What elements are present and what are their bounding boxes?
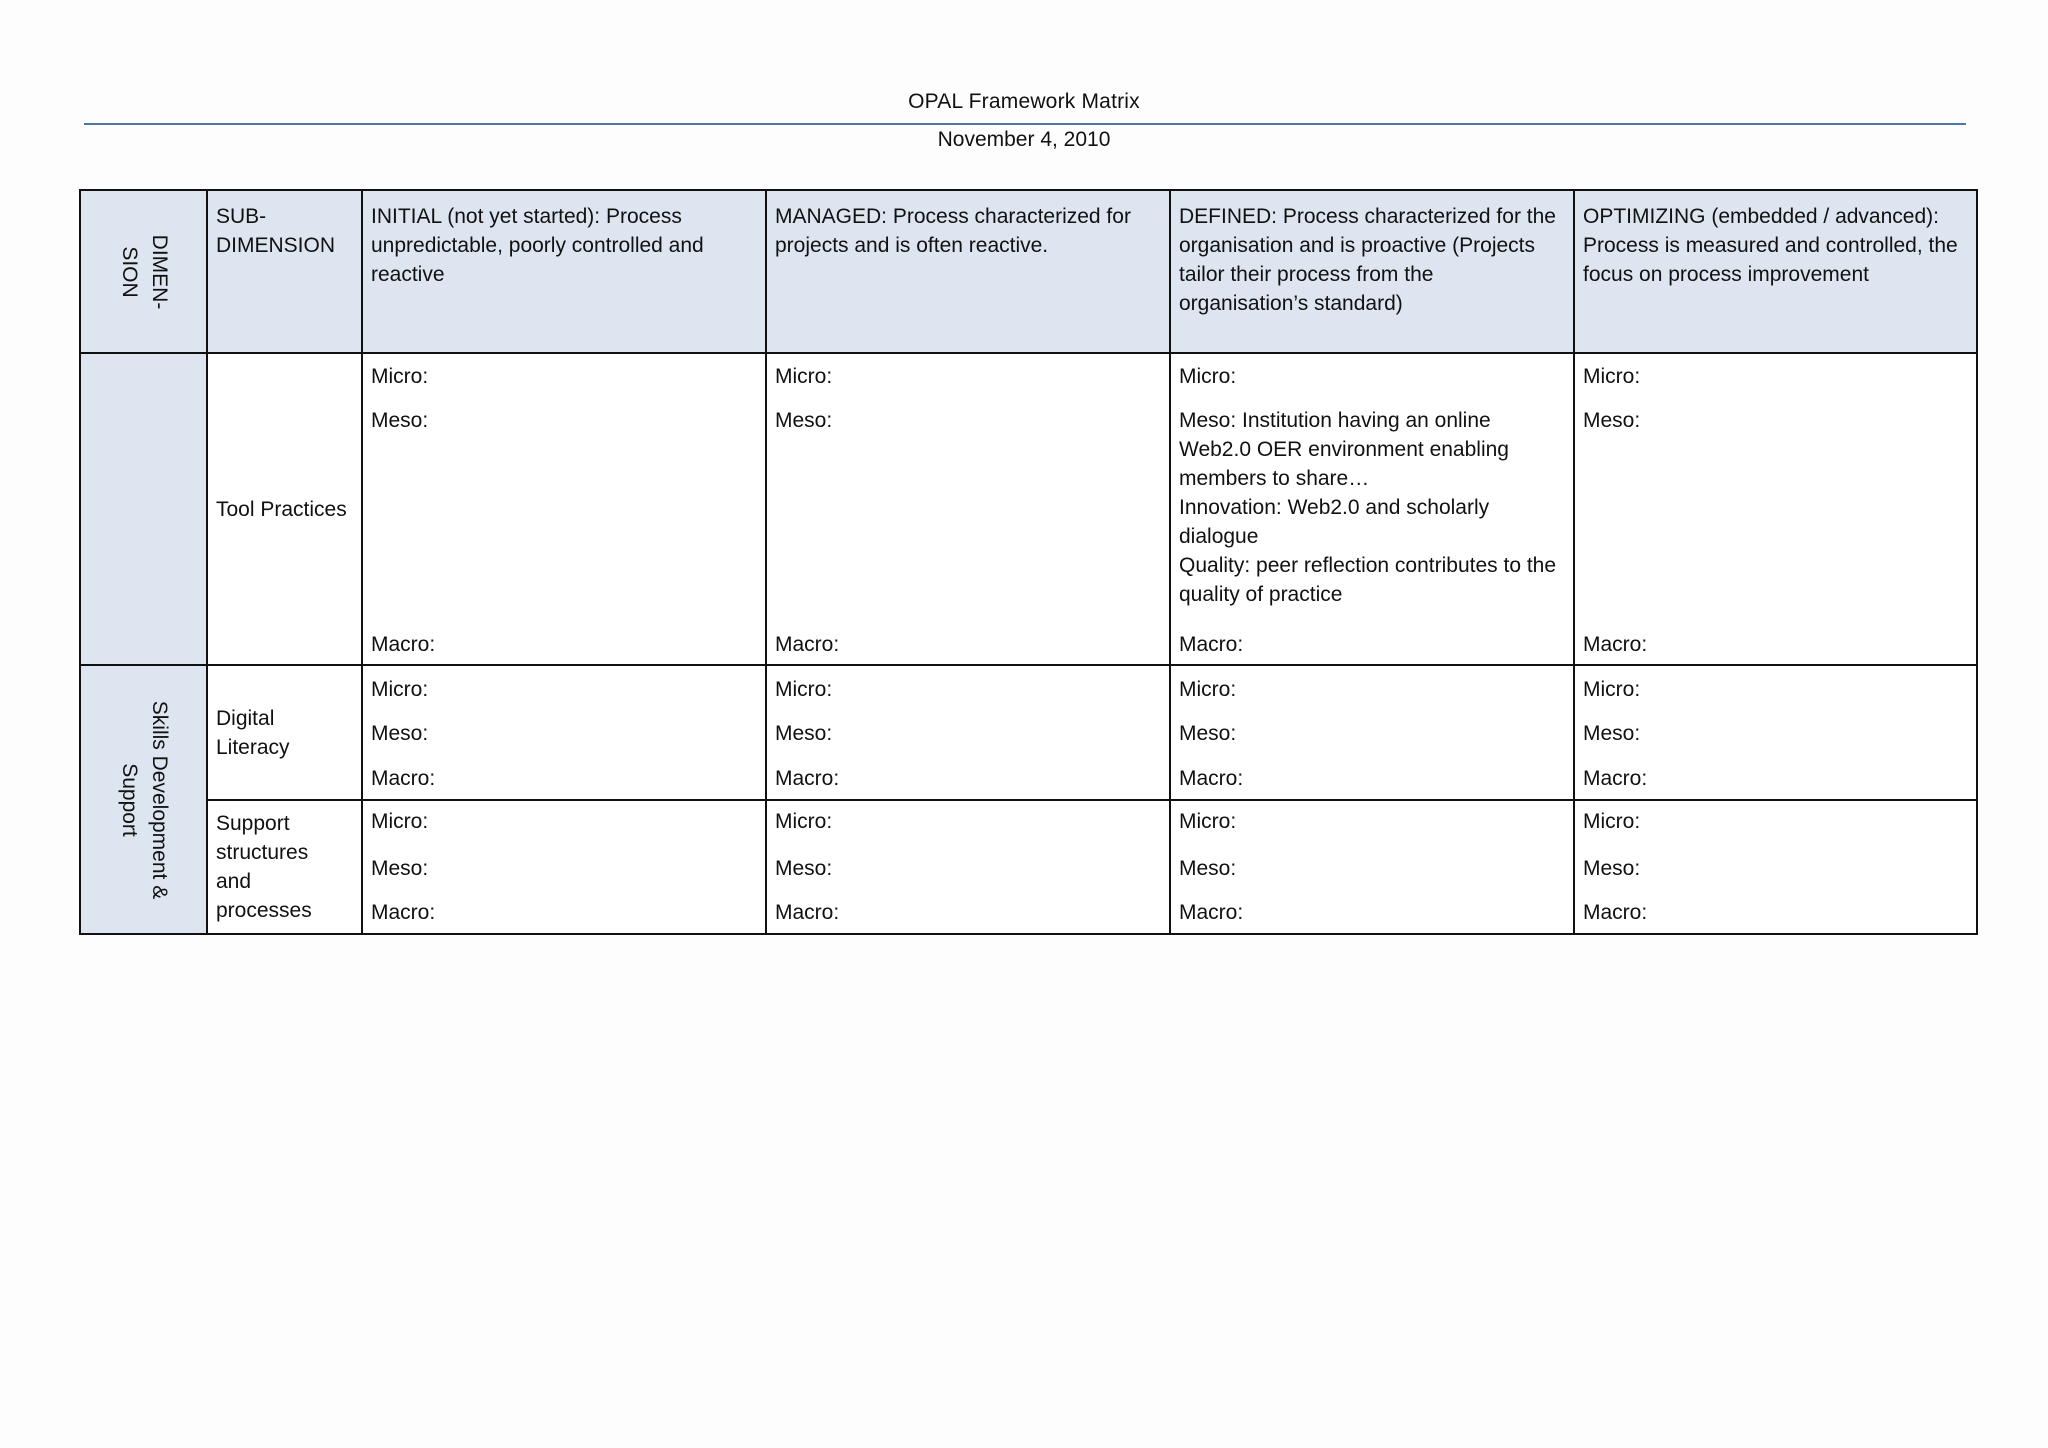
meso-label: Meso: [775,857,833,880]
meso-label: Meso: [1179,857,1237,880]
micro-label: Micro: [1179,365,1237,388]
initial-cell [362,353,766,665]
macro-label: Macro: [775,767,840,790]
subdimension-header-cell: SUB- DIMENSION [207,190,362,353]
meso-label: Meso: [1583,857,1641,880]
opal-framework-matrix [79,189,1978,935]
matrix-row-tool-practices [80,353,1977,665]
meso-label: Meso: [775,722,833,745]
innovation-detail-line: Innovation: Web2.0 and scholarly dialogue [1179,496,1490,548]
optimizing-cell [1574,353,1977,665]
meso-label: Meso: [1583,722,1641,745]
defined-cell [1170,800,1574,934]
dimension-cell-skills [80,665,207,934]
initial-level-header: INITIAL (not yet started): Process unpredictable, poorly controlled and reactive [362,190,766,353]
meso-label: Meso: [371,409,429,432]
micro-label: Micro: [1179,678,1237,701]
micro-label: Micro: [1583,678,1641,701]
optimizing-cell [1574,665,1977,800]
meso-detail-line: Meso: Institution having an online Web2.0 OER environment enabling members to share… [1179,409,1509,490]
meso-label: Meso: [1179,722,1237,745]
quality-detail-line: Quality: peer reflection contributes to the quality of practice [1179,554,1557,606]
macro-label: Macro: [371,633,436,656]
micro-label: Micro: [1583,365,1641,388]
macro-label: Macro: [775,901,840,924]
defined-cell [1170,353,1574,665]
managed-cell [766,353,1170,665]
skills-dimension-text: Skills Development & Support [117,700,171,899]
meso-label: Meso: [775,409,833,432]
matrix-header-row [80,190,1977,353]
micro-label: Micro: [775,678,833,701]
dimension-header-text: DIMEN- SION [117,234,171,309]
micro-label: Micro: [371,365,429,388]
macro-label: Macro: [1583,633,1648,656]
macro-label: Macro: [371,767,436,790]
document-title: OPAL Framework Matrix [908,90,1140,113]
document-date: November 4, 2010 [937,128,1111,151]
header-divider [84,123,1966,125]
dimension-header-cell [80,190,207,353]
meso-label: Meso: [371,857,429,880]
macro-label: Macro: [1179,901,1244,924]
managed-level-header: MANAGED: Process characterized for projects and is often reactive. [766,190,1170,353]
macro-label: Macro: [1179,633,1244,656]
macro-label: Macro: [371,901,436,924]
macro-label: Macro: [1583,901,1648,924]
micro-label: Micro: [775,365,833,388]
managed-cell [766,665,1170,800]
macro-label: Macro: [1179,767,1244,790]
dimension-cell-empty [80,353,207,665]
initial-cell [362,800,766,934]
micro-label: Micro: [775,810,833,833]
macro-label: Macro: [1583,767,1648,790]
managed-cell [766,800,1170,934]
meso-label: Meso: [371,722,429,745]
micro-label: Micro: [371,678,429,701]
matrix-row-digital-literacy [80,665,1977,800]
meso-label: Meso: [1583,409,1641,432]
defined-meso-detail [1179,406,1565,609]
optimizing-cell [1574,800,1977,934]
optimizing-level-header: OPTIMIZING (embedded / advanced): Process is measured and controlled, the focus on process improvement [1574,190,1977,353]
micro-label: Micro: [1583,810,1641,833]
macro-label: Macro: [775,633,840,656]
initial-cell [362,665,766,800]
matrix-row-support-structures [80,800,1977,934]
defined-cell [1170,665,1574,800]
subdimension-cell: Digital Literacy [207,665,362,800]
micro-label: Micro: [1179,810,1237,833]
subdimension-cell: Tool Practices [207,353,362,665]
micro-label: Micro: [371,810,429,833]
subdimension-cell: Support structures and processes [207,800,362,934]
defined-level-header: DEFINED: Process characterized for the organisation and is proactive (Projects tailor their process from the organisation’s standard) [1170,190,1574,353]
